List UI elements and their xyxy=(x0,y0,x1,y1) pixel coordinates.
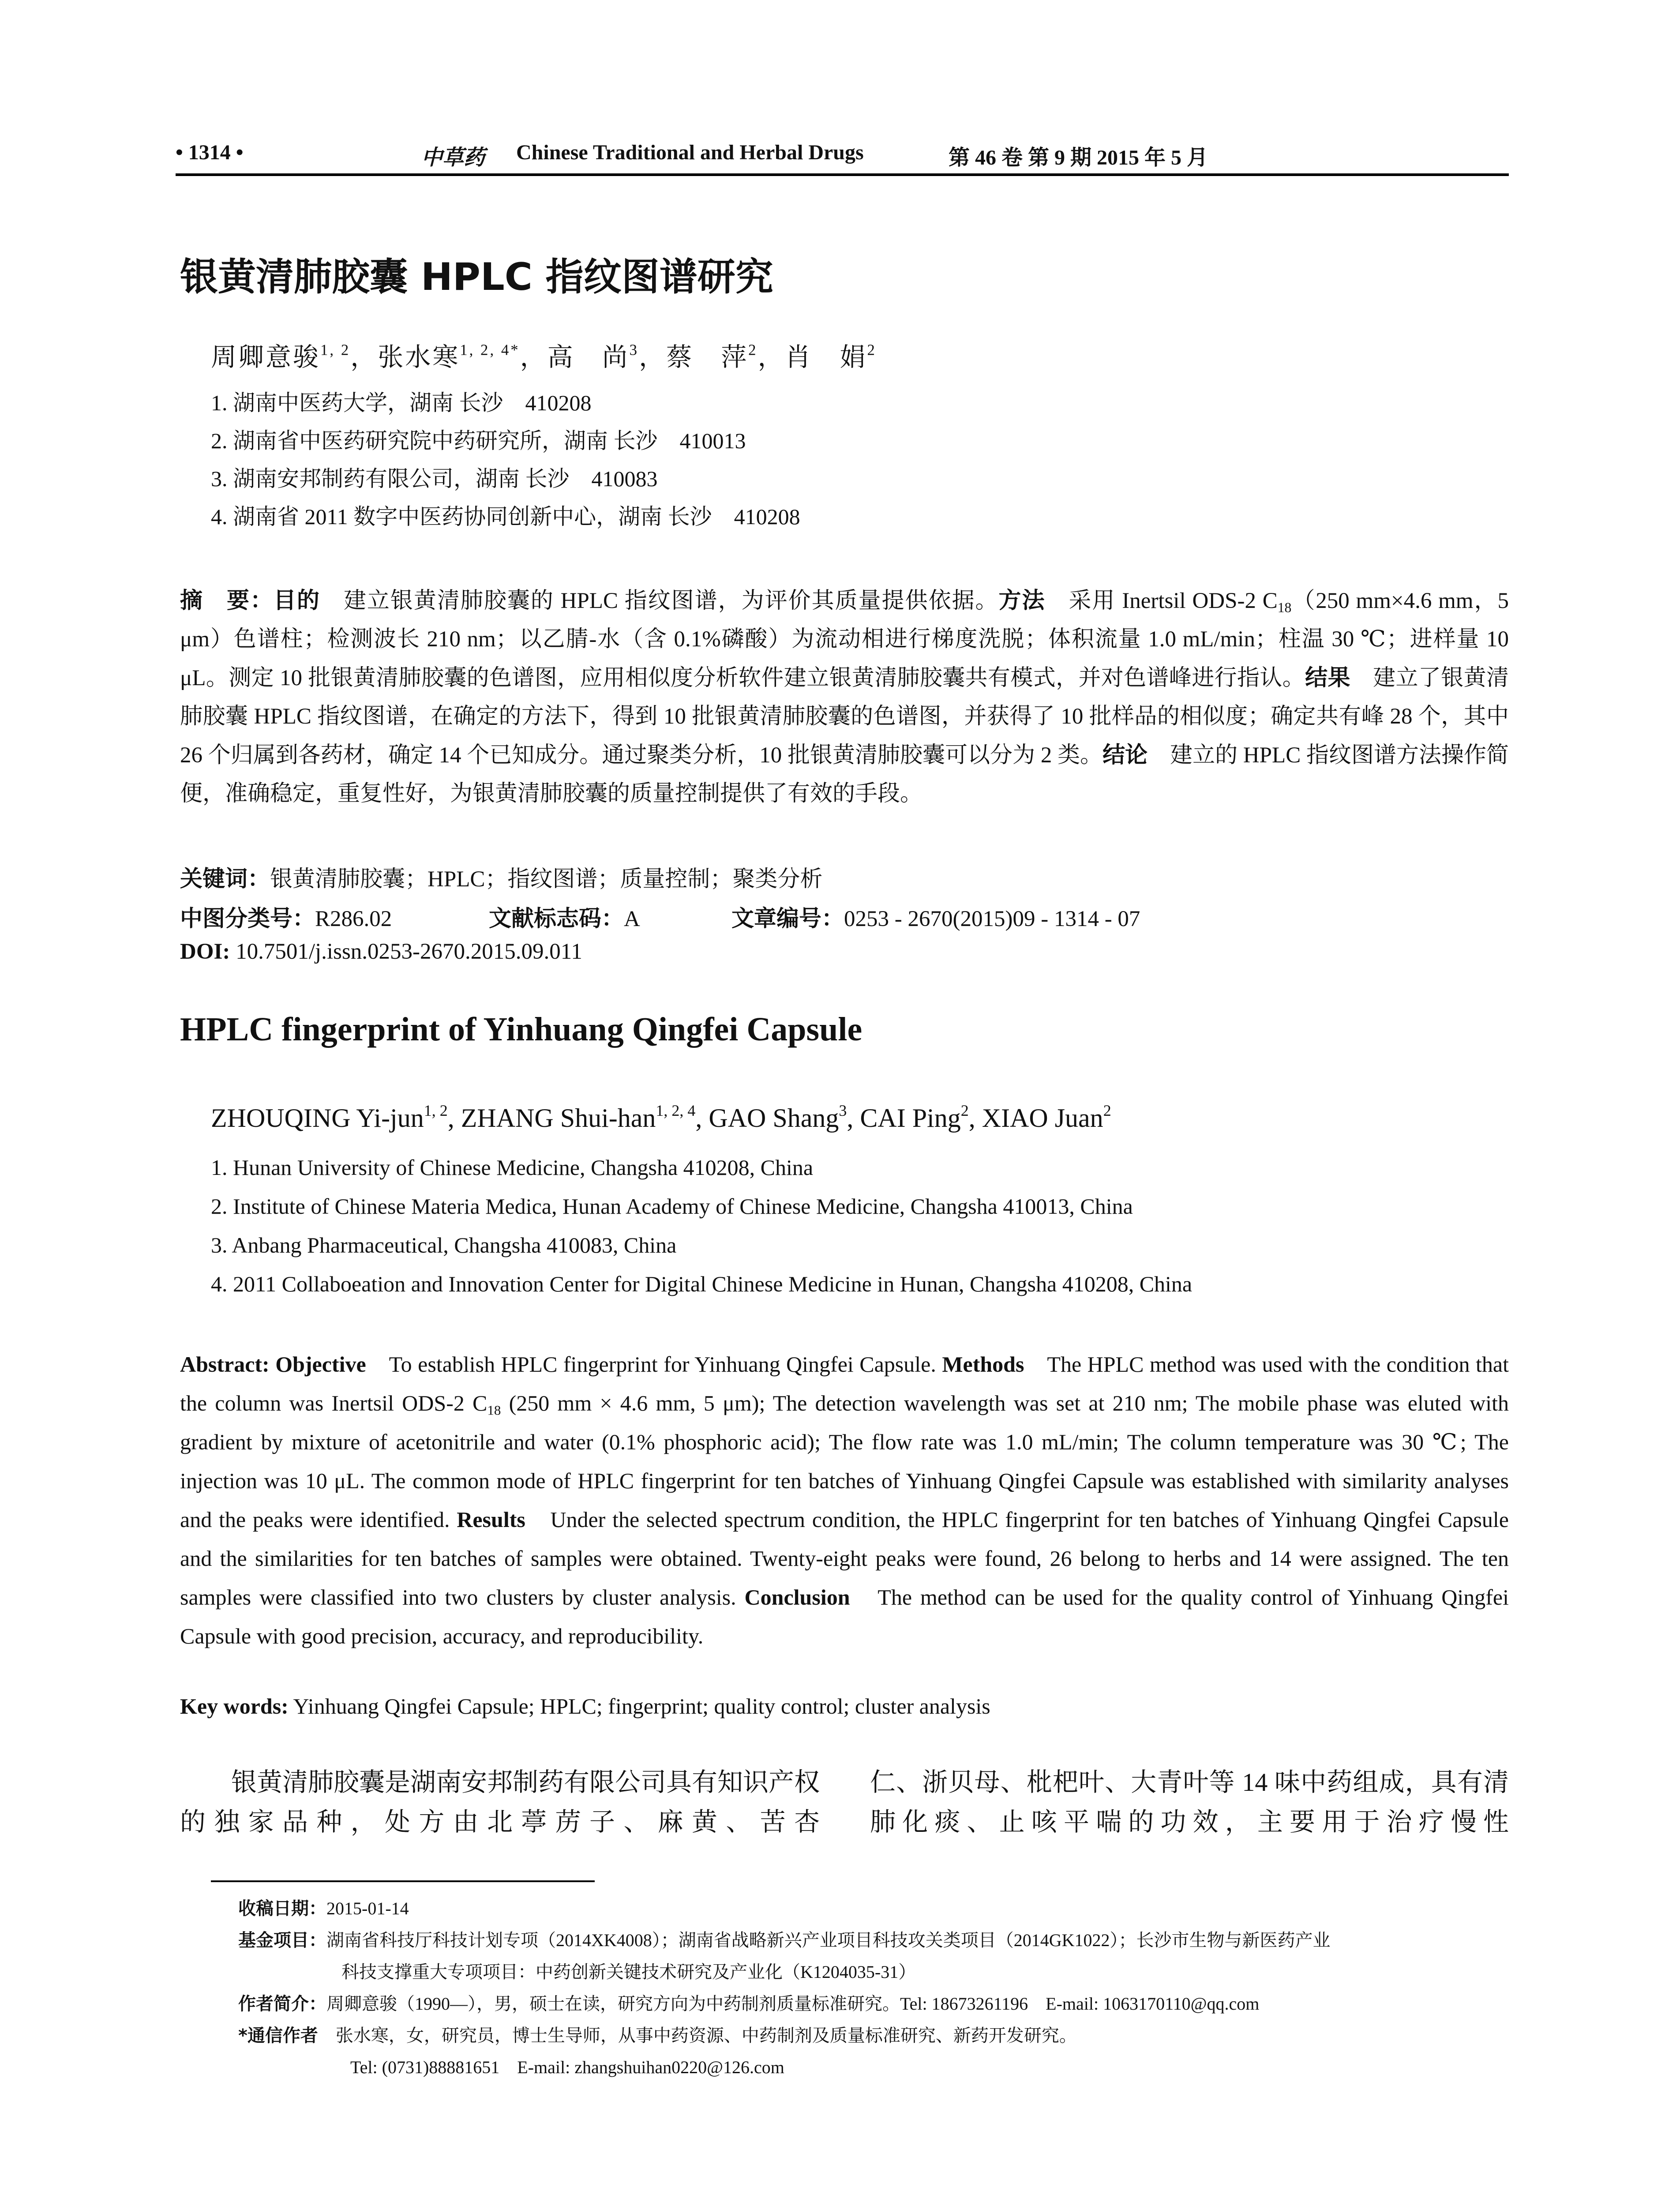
journal-name-en: Chinese Traditional and Herbal Drugs xyxy=(516,141,864,164)
doc-code-label: 文献标志码： xyxy=(489,906,624,932)
corresponding-label: *通信作者 xyxy=(238,2026,318,2046)
results-text-cn: 建立了银黄清肺胶囊 HPLC 指纹图谱，在确定的方法下，得到 10 批银黄清肺胶囊的色谱图，并获得了 10 批样品的相似度；确定共有峰 28 个，其中 26 个归属到各药材，确定 14 个已知成分。通过聚类分析，10 批银黄清肺胶囊可以分为 2 类。 xyxy=(180,666,1509,768)
footnote-fund-cont xyxy=(238,1956,1331,1988)
doi-label: DOI: xyxy=(180,939,230,964)
en-author-separator: , xyxy=(695,1103,709,1133)
author-list-cn xyxy=(211,336,877,373)
conclusion-label-cn: 结论 xyxy=(1102,742,1148,768)
keywords-cn xyxy=(180,860,822,893)
author-bio: 周卿意骏（1990—），男，硕士在读，研究方向为中药制剂质量标准研究。Tel: 18673261196 E-mail: 1063170110@qq.com xyxy=(326,1994,1260,2014)
conclusion-text-cn: 建立的 HPLC 指纹图谱方法操作简便，准确稳定，重复性好，为银黄清肺胶囊的质量控制提供了有效的手段。 xyxy=(180,743,1509,806)
conclusion-text-en: The method can be used for the quality control of Yinhuang Qingfei Capsule with good precision, accuracy, and reproducibility. xyxy=(180,1585,1509,1648)
methods-label-cn: 方法 xyxy=(998,588,1046,614)
objective-text-cn: 建立银黄清肺胶囊的 HPLC 指纹图谱，为评价其质量提供依据。 xyxy=(320,589,999,613)
methods-label-en: Methods xyxy=(942,1352,1024,1377)
en-author-affiliation-mark: 1, 2 xyxy=(424,1101,448,1119)
affiliation-en-2: 2. Institute of Chinese Materia Medica, Hunan Academy of Chinese Medicine, Changsha 410013, China xyxy=(211,1194,1133,1219)
doi-line xyxy=(180,939,582,964)
journal-issue: 第 46 卷 第 9 期 2015 年 5 月 xyxy=(949,146,1208,169)
article-no-label: 文章编号： xyxy=(731,906,844,932)
en-author-separator: , xyxy=(847,1103,860,1133)
author-bio-label: 作者简介： xyxy=(238,1994,326,2014)
methods-text-en-b: (250 mm × 4.6 mm, 5 μm); The detection wavelength was set at 210 nm; The mobile phase was eluted with gradient by mixture of acetonitrile and water (0.1% phosphoric acid); The flow rate was 1.0 mL/min; The column temperature was 30 ℃; The injection was 10 μL. The common mode of HPLC fingerprint for ten batches of Yinhuang Qingfei Capsule was established with similarity analyses and the peaks were identified. xyxy=(180,1391,1509,1532)
cn-author-separator: ， xyxy=(520,343,548,371)
body-column-left: 银黄清肺胶囊是湖南安邦制药有限公司具有知识产权的独家品种，处方由北葶苈子、麻黄、苦杏 xyxy=(180,1768,820,1836)
en-author-affiliation-mark: 2 xyxy=(1103,1101,1111,1119)
cn-author-name: 蔡 萍 xyxy=(666,343,749,371)
en-author-name: ZHOUQING Yi-jun xyxy=(211,1103,424,1133)
keywords-en-label: Key words: xyxy=(180,1694,289,1718)
affiliation-list-cn xyxy=(211,384,800,536)
affiliation-en-4: 4. 2011 Collaboeation and Innovation Center for Digital Chinese Medicine in Hunan, Changsha 410208, China xyxy=(211,1272,1192,1296)
header-rule xyxy=(176,173,1509,176)
abstract-en xyxy=(180,1345,1509,1655)
objective-label-cn: 目的 xyxy=(273,588,320,614)
fund-line-1: 湖南省科技厅科技计划专项（2014XK4008）；湖南省战略新兴产业项目科技攻关类项目（2014GK1022）；长沙市生物与新医药产业 xyxy=(326,1930,1331,1950)
en-author-name: GAO Shang xyxy=(709,1103,839,1133)
received-value: 2015-01-14 xyxy=(326,1898,409,1918)
objective-text-en: To establish HPLC fingerprint for Yinhuang Qingfei Capsule. xyxy=(366,1352,942,1377)
cn-author-name: 高 尚 xyxy=(547,343,630,371)
corresponding-line-2: Tel: (0731)88881651 E-mail: zhangshuihan0220@126.com xyxy=(350,2057,784,2077)
footnote-corresponding xyxy=(238,2020,1331,2052)
keywords-cn-label: 关键词： xyxy=(180,866,270,892)
footnote-fund xyxy=(238,1925,1331,1956)
footnote-author xyxy=(238,1988,1331,2020)
paper-title-en: HPLC fingerprint of Yinhuang Qingfei Capsule xyxy=(180,1011,862,1048)
affiliation-list-en xyxy=(211,1148,1192,1303)
article-no-value: 0253 - 2670(2015)09 - 1314 - 07 xyxy=(844,907,1140,931)
footnote-rule xyxy=(211,1880,595,1882)
cn-author-affiliation-mark: 1, 2 xyxy=(320,341,351,359)
received-label: 收稿日期： xyxy=(238,1898,326,1919)
methods-text-en-a: The HPLC method was used with the condition that the column was Inertsil ODS-2 C xyxy=(180,1352,1509,1415)
affiliation-en-1: 1. Hunan University of Chinese Medicine, Changsha 410208, China xyxy=(211,1155,814,1180)
objective-label-en: Objective xyxy=(269,1352,366,1377)
en-author-name: XIAO Juan xyxy=(982,1103,1103,1133)
keywords-cn-text: 银黄清肺胶囊；HPLC；指纹图谱；质量控制；聚类分析 xyxy=(270,867,823,892)
cn-author-name: 张水寒 xyxy=(378,343,460,371)
methods-text-cn-a: 采用 Inertsil ODS-2 C xyxy=(1045,589,1278,613)
en-author-affiliation-mark: 2 xyxy=(960,1101,969,1119)
methods-subscript-en: 18 xyxy=(487,1402,501,1418)
footnote-corresponding-cont xyxy=(238,2052,1331,2083)
cn-author-name: 肖 娟 xyxy=(785,343,867,371)
cn-author-affiliation-mark: 3 xyxy=(629,341,639,359)
affiliation-cn-3: 3. 湖南安邦制药有限公司，湖南 长沙 410083 xyxy=(211,466,658,491)
en-author-affiliation-mark: 1, 2, 4 xyxy=(656,1101,696,1119)
cn-author-affiliation-mark: 1, 2, 4* xyxy=(460,341,520,359)
affiliation-cn-1: 1. 湖南中医药大学，湖南 长沙 410208 xyxy=(211,390,592,415)
footnote-received xyxy=(238,1893,1331,1925)
en-author-affiliation-mark: 3 xyxy=(839,1101,847,1119)
author-list-en xyxy=(211,1103,1111,1133)
fund-label: 基金项目： xyxy=(238,1930,326,1951)
affiliation-cn-4: 4. 湖南省 2011 数字中医药协同创新中心，湖南 长沙 410208 xyxy=(211,504,800,529)
abstract-en-label: Abstract: xyxy=(180,1352,270,1377)
affiliation-cn-2: 2. 湖南省中医药研究院中药研究所，湖南 长沙 410013 xyxy=(211,428,746,453)
footnotes xyxy=(238,1893,1331,2083)
clc-label: 中图分类号： xyxy=(180,906,315,932)
cn-author-separator: ， xyxy=(350,343,378,371)
paper-title-cn: 银黄清肺胶囊 HPLC 指纹图谱研究 xyxy=(180,255,773,299)
doc-code-value: A xyxy=(624,907,640,931)
page-number: • 1314 • xyxy=(176,141,244,164)
clc-value: R286.02 xyxy=(315,907,392,931)
journal-name-cn: 中草药 xyxy=(421,145,485,170)
keywords-en xyxy=(180,1693,990,1719)
methods-subscript-cn: 18 xyxy=(1277,600,1292,615)
results-label-cn: 结果 xyxy=(1305,665,1350,691)
doi-value[interactable]: 10.7501/j.issn.0253-2670.2015.09.011 xyxy=(230,939,582,964)
abstract-cn xyxy=(180,582,1509,813)
fund-line-2: 科技支撑重大专项项目：中药创新关键技术研究及产业化（K1204035-31） xyxy=(341,1962,916,1982)
corresponding-line-1: 张水寒，女，研究员，博士生导师，从事中药资源、中药制剂及质量标准研究、新药开发研究。 xyxy=(318,2026,1077,2045)
en-author-name: ZHANG Shui-han xyxy=(461,1103,656,1133)
cn-author-name: 周卿意骏 xyxy=(211,343,321,371)
cn-author-affiliation-mark: 2 xyxy=(867,341,877,359)
keywords-en-text: Yinhuang Qingfei Capsule; HPLC; fingerprint; quality control; cluster analysis xyxy=(288,1694,990,1718)
en-author-separator: , xyxy=(447,1103,461,1133)
body-column-right: 仁、浙贝母、枇杷叶、大青叶等 14 味中药组成，具有清肺化痰、止咳平喘的功效，主要用于治疗慢性 xyxy=(870,1768,1509,1836)
classification-line xyxy=(180,900,1239,933)
en-author-separator: , xyxy=(968,1103,982,1133)
methods-text-cn-b: （250 mm×4.6 mm，5 μm）色谱柱；检测波长 210 nm；以乙腈-水（含 0.1%磷酸）为流动相进行梯度洗脱；体积流量 1.0 mL/min；柱温 30 ℃；进样量 10 μL。测定 10 批银黄清肺胶囊的色谱图，应用相似度分析软件建立银黄清肺胶囊共有模式，并对色谱峰进行指认。 xyxy=(180,589,1509,690)
affiliation-en-3: 3. Anbang Pharmaceutical, Changsha 410083, China xyxy=(211,1233,677,1257)
cn-author-affiliation-mark: 2 xyxy=(748,341,758,359)
cn-author-separator: ， xyxy=(639,343,667,371)
en-author-name: CAI Ping xyxy=(860,1103,961,1133)
results-text-en: Under the selected spectrum condition, the HPLC fingerprint for ten batches of Yinhuang Qingfei Capsule and the similarities for ten batches of samples were obtained. Twenty-eight peaks were found, 26 belong to herbs and 14 were assigned. The ten samples were classified into two clusters by cluster analysis. xyxy=(180,1507,1509,1609)
abstract-cn-label: 摘 要： xyxy=(180,588,274,614)
conclusion-label-en: Conclusion xyxy=(744,1585,850,1609)
cn-author-separator: ， xyxy=(758,343,785,371)
results-label-en: Results xyxy=(457,1507,525,1532)
